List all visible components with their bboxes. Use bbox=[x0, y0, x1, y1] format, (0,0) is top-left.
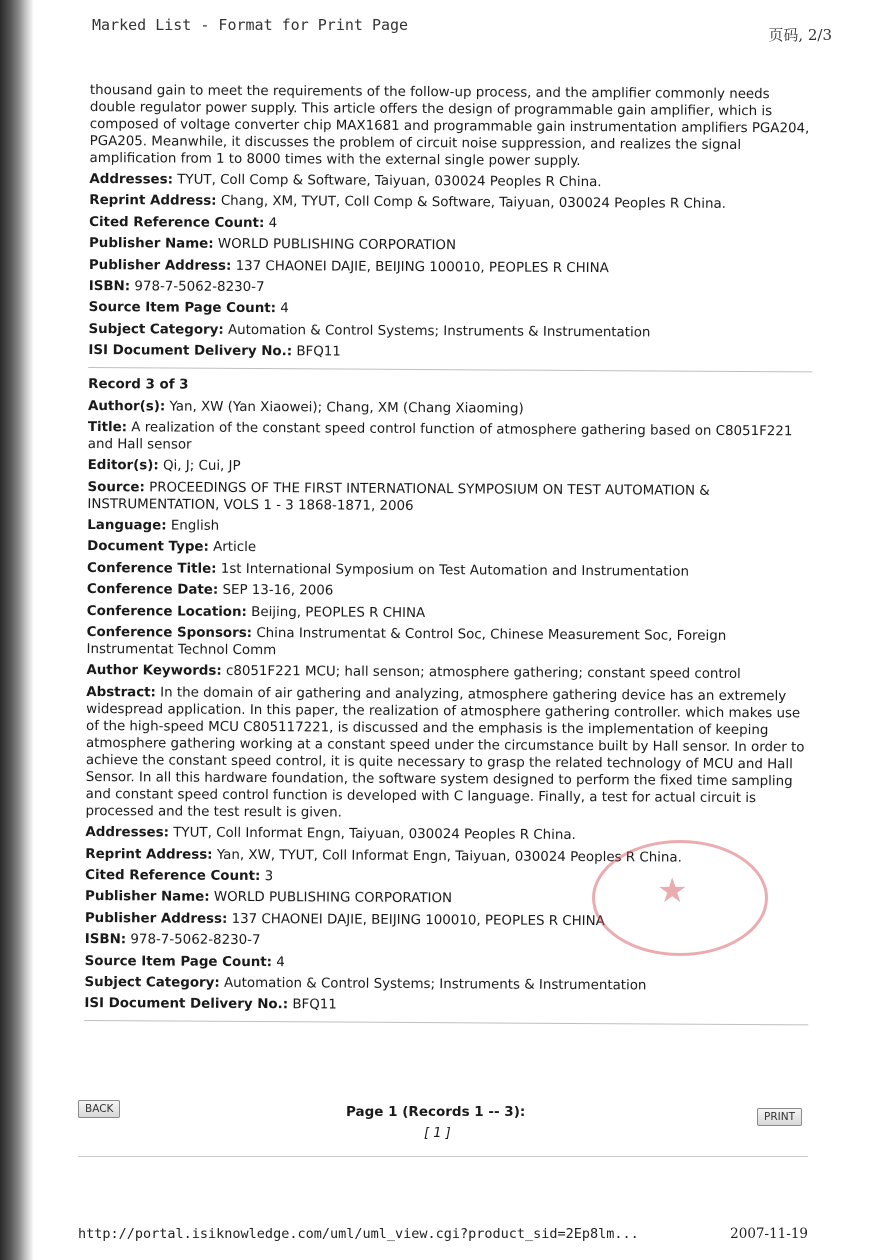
field-value: English bbox=[170, 518, 220, 534]
field-value: 978-7-5062-8230-7 bbox=[134, 279, 265, 296]
field-value: Automation & Control Systems; Instruments & Instrumentation bbox=[227, 322, 651, 341]
field-label: Language: bbox=[87, 518, 167, 534]
field-value: 4 bbox=[268, 215, 278, 231]
field-value: 4 bbox=[280, 301, 289, 317]
field-label: ISI Document Delivery No.: bbox=[84, 996, 289, 1013]
back-button[interactable]: BACK bbox=[78, 1100, 120, 1118]
field-value: c8051F221 MCU; hall senson; atmosphere gathering; constant speed control bbox=[225, 664, 741, 683]
pagination-bar bbox=[78, 1096, 808, 1156]
star-icon: ★ bbox=[657, 871, 688, 911]
field-label: Cited Reference Count: bbox=[85, 867, 261, 885]
field-value: Yan, XW (Yan Xiaowei); Chang, XM (Chang Xiaoming) bbox=[169, 399, 524, 417]
record-field bbox=[87, 517, 811, 538]
footer-url: http://portal.isiknowledge.com/uml/uml_view.cgi?product_sid=2Ep8lm... bbox=[78, 1226, 639, 1242]
record-field bbox=[87, 603, 811, 624]
footer-date: 2007-11-19 bbox=[730, 1226, 808, 1242]
field-label: Publisher Name: bbox=[88, 236, 214, 252]
field-label: Editor(s): bbox=[87, 458, 159, 474]
record-field bbox=[88, 342, 812, 363]
field-value: BFQ11 bbox=[292, 997, 337, 1013]
record-field bbox=[89, 257, 813, 278]
field-label: Reprint Address: bbox=[89, 193, 217, 210]
field-value: Beijing, PEOPLES R CHINA bbox=[251, 604, 426, 621]
record-field bbox=[87, 581, 811, 602]
field-label: Conference Sponsors: bbox=[86, 625, 253, 642]
field-value: TYUT, Coll Comp & Software, Taiyuan, 030024 Peoples R China. bbox=[177, 172, 602, 191]
field-value: WORLD PUBLISHING CORPORATION bbox=[213, 890, 453, 907]
record-field bbox=[88, 419, 812, 457]
field-label: Abstract: bbox=[86, 684, 156, 701]
field-label: Author(s): bbox=[87, 398, 166, 414]
record-divider bbox=[88, 367, 812, 372]
record-field bbox=[85, 684, 810, 824]
field-label: Publisher Address: bbox=[88, 257, 232, 274]
record-field bbox=[85, 953, 809, 974]
field-label: ISI Document Delivery No.: bbox=[88, 343, 293, 360]
record-field bbox=[87, 560, 811, 581]
record-field bbox=[88, 321, 812, 342]
footer-divider bbox=[78, 1156, 808, 1157]
field-value: Qi, J; Cui, JP bbox=[162, 458, 241, 475]
field-label: Source Item Page Count: bbox=[84, 953, 273, 970]
field-label: Conference Title: bbox=[86, 560, 217, 577]
abstract-continuation: thousand gain to meet the requirements of the follow-up process, and the amplifier commonly needs double regulator power supply. This article offers the design of programmable gain amplifier, which is composed of voltage converter chip MAX1681 and programmable gain instrumentation amplifiers PGA204, PGA205. Meanwhile, it discusses the problem of circuit noise suppression, and realizes the signal amplification from 1 to 8000 times with the external single power supply. bbox=[89, 82, 810, 169]
field-label: Reprint Address: bbox=[85, 846, 213, 863]
field-label: Source Item Page Count: bbox=[88, 300, 277, 317]
field-value: PROCEEDINGS OF THE FIRST INTERNATIONAL SYMPOSIUM ON TEST AUTOMATION & INSTRUMENTATION, VOLS 1 - 3 1868-1871, 2006 bbox=[87, 480, 710, 514]
field-value: 3 bbox=[264, 869, 274, 885]
field-label: Title: bbox=[87, 419, 128, 436]
record-field bbox=[89, 278, 813, 299]
field-label: Author Keywords: bbox=[86, 663, 222, 680]
field-value: 978-7-5062-8230-7 bbox=[130, 932, 261, 949]
record-field bbox=[87, 538, 811, 559]
field-value: In the domain of air gathering and analyzing, atmosphere gathering device has an extremely widespread application. In this paper, the realization of atmosphere gathering controller. which makes use of the high-speed MCU C805117221, is discussed and the emphasis is the implementation of keeping atmosphere gathering working at a constant speed under the circumstance built by Hall sensor. In order to achieve the constant speed control, it is quite necessary to grasp the related technology of MCU and Hall Sensor. In all this hardware foundation, the software system designed to perform the fixed time sampling and constant speed control function is developed with C language. Finally, a test for actual circuit is processed and the test result is given. bbox=[85, 685, 805, 821]
record-field bbox=[84, 974, 808, 995]
field-label: Addresses: bbox=[89, 171, 174, 188]
field-label: Subject Category: bbox=[84, 974, 220, 991]
field-label: ISBN: bbox=[88, 278, 131, 295]
field-value: Yan, XW, TYUT, Coll Informat Engn, Taiyuan, 030024 Peoples R China. bbox=[216, 847, 682, 866]
field-value: Automation & Control Systems; Instruments & Instrumentation bbox=[223, 975, 647, 994]
field-value: BFQ11 bbox=[296, 344, 341, 360]
record-field bbox=[86, 662, 810, 683]
page-info: Page 1 (Records 1 -- 3): bbox=[346, 1104, 526, 1120]
field-label: Addresses: bbox=[85, 825, 170, 841]
record-field bbox=[88, 398, 812, 419]
field-value: 137 CHAONEI DAJIE, BEIJING 100010, PEOPLES R CHINA bbox=[231, 911, 605, 929]
print-header-title: Marked List - Format for Print Page bbox=[92, 16, 409, 34]
field-value: A realization of the constant speed control function of atmosphere gathering based on C8051F221 and Hall sensor bbox=[87, 420, 793, 453]
field-value: Chang, XM, TYUT, Coll Comp & Software, Taiyuan, 030024 Peoples R China. bbox=[220, 194, 726, 213]
record-field bbox=[88, 457, 812, 478]
record-field bbox=[89, 192, 813, 213]
field-label: Conference Date: bbox=[86, 582, 219, 599]
record-field bbox=[89, 214, 813, 235]
field-value: Article bbox=[213, 540, 257, 556]
record-field bbox=[89, 299, 813, 320]
record-field bbox=[89, 171, 813, 192]
field-label: Publisher Address: bbox=[84, 910, 228, 927]
page-number-label: 页码, 2/3 bbox=[768, 26, 832, 44]
record-field bbox=[84, 995, 808, 1016]
field-label: Conference Location: bbox=[86, 603, 247, 620]
field-label: Publisher Name: bbox=[84, 889, 210, 906]
scan-binding-edge bbox=[0, 0, 34, 1260]
record-3-heading: Record 3 of 3 bbox=[88, 377, 189, 393]
record-2-fields bbox=[88, 171, 813, 364]
field-value: 4 bbox=[276, 954, 285, 970]
field-value: 137 CHAONEI DAJIE, BEIJING 100010, PEOPLES R CHINA bbox=[235, 258, 609, 276]
field-label: Cited Reference Count: bbox=[89, 214, 265, 231]
field-label: ISBN: bbox=[84, 932, 127, 948]
field-label: Document Type: bbox=[87, 539, 209, 556]
field-value: 1st International Symposium on Test Automation and Instrumentation bbox=[220, 561, 690, 580]
field-value: SEP 13-16, 2006 bbox=[222, 583, 334, 599]
print-button[interactable]: PRINT bbox=[757, 1108, 802, 1126]
record-field bbox=[87, 479, 811, 517]
page-link[interactable]: [ 1 ] bbox=[424, 1126, 451, 1141]
field-value: China Instrumentat & Control Soc, Chinese Measurement Soc, Foreign Instrumentat Technol Comm bbox=[86, 626, 727, 659]
field-label: Source: bbox=[87, 479, 145, 496]
field-value: WORLD PUBLISHING CORPORATION bbox=[217, 236, 457, 254]
record-field bbox=[86, 624, 810, 662]
field-value: TYUT, Coll Informat Engn, Taiyuan, 030024 Peoples R China. bbox=[173, 825, 576, 844]
record-field bbox=[89, 235, 813, 256]
field-label: Subject Category: bbox=[88, 321, 224, 338]
red-seal-stamp bbox=[592, 840, 768, 956]
record-divider bbox=[84, 1020, 808, 1025]
